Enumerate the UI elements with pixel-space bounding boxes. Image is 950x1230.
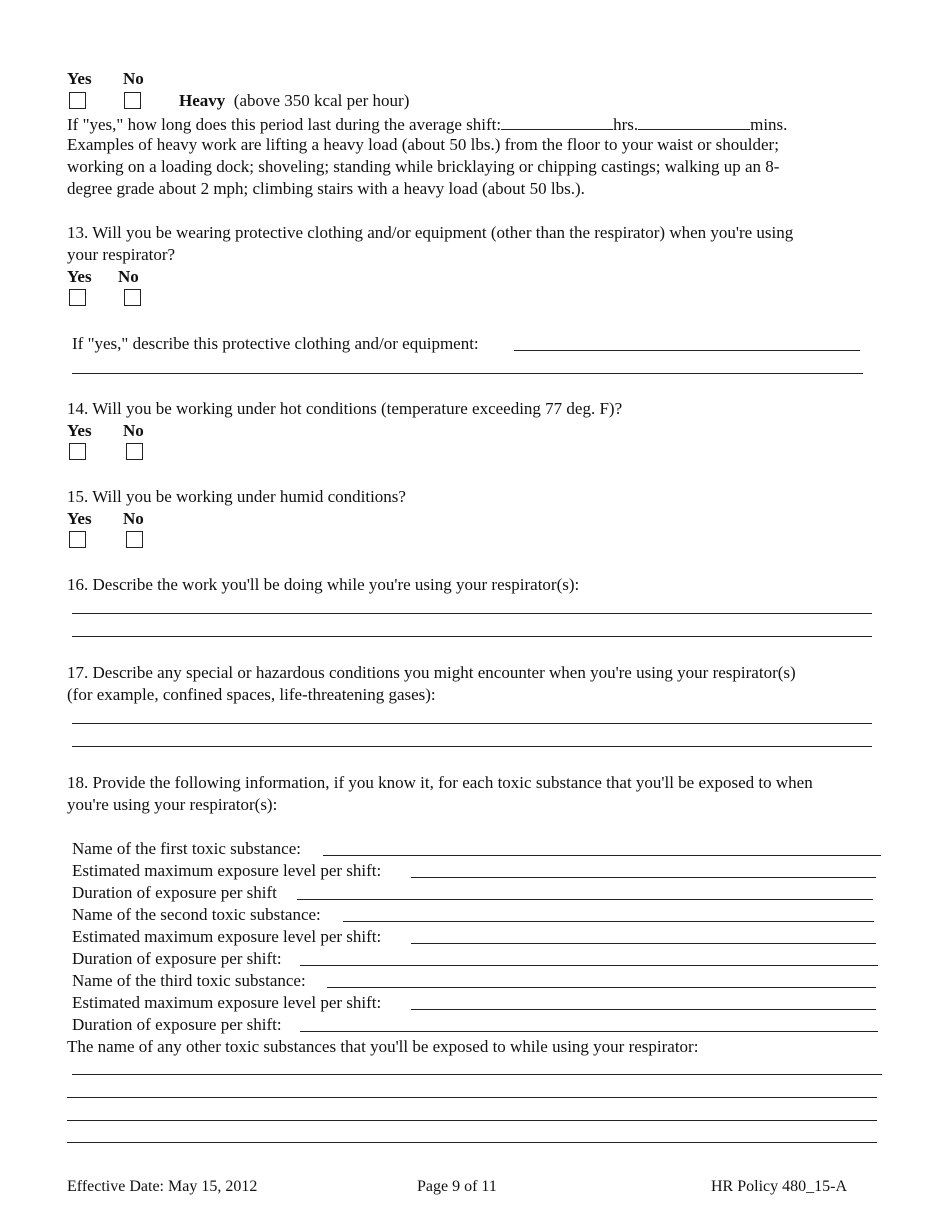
q13-describe-field-line2[interactable]	[72, 373, 863, 374]
toxic-field-input[interactable]	[411, 943, 876, 944]
other-toxic-answer-line[interactable]	[72, 1074, 882, 1075]
q16-answer-line[interactable]	[72, 613, 872, 614]
hrs-label: hrs.	[613, 115, 639, 134]
toxic-field-label: Name of the second toxic substance:	[72, 905, 321, 924]
q13-describe-field[interactable]	[514, 350, 860, 351]
toxic-field-input[interactable]	[300, 1031, 878, 1032]
other-toxic-prompt: The name of any other toxic substances that you'll be exposed to while using your respirator:	[67, 1037, 699, 1056]
heavy-examples-line: degree grade about 2 mph; climbing stairs with a heavy load (about 50 lbs.).	[67, 179, 585, 198]
toxic-field-label: Estimated maximum exposure level per shift:	[72, 927, 382, 946]
no-label: No	[123, 421, 144, 440]
toxic-field-label: Estimated maximum exposure level per shift:	[72, 861, 382, 880]
q17-question: 17. Describe any special or hazardous conditions you might encounter when you're using your respirator(s)	[67, 663, 796, 682]
toxic-field-input[interactable]	[343, 921, 874, 922]
heavy-yes-checkbox[interactable]	[69, 92, 86, 109]
toxic-field-input[interactable]	[327, 987, 876, 988]
toxic-field-label: Duration of exposure per shift:	[72, 1015, 282, 1034]
q18-question: 18. Provide the following information, if you know it, for each toxic substance that you'll be exposed to when	[67, 773, 813, 792]
q13-describe-prompt: If "yes," describe this protective clothing and/or equipment:	[72, 334, 479, 353]
q13-question-cont: your respirator?	[67, 245, 176, 264]
no-label: No	[123, 69, 144, 88]
no-label: No	[118, 267, 139, 286]
q15-question: 15. Will you be working under humid conditions?	[67, 487, 406, 506]
q17-answer-line[interactable]	[72, 746, 872, 747]
toxic-field-label: Estimated maximum exposure level per shift:	[72, 993, 382, 1012]
no-label: No	[123, 509, 144, 528]
q14-question: 14. Will you be working under hot conditions (temperature exceeding 77 deg. F)?	[67, 399, 623, 418]
heavy-no-checkbox[interactable]	[124, 92, 141, 109]
other-toxic-answer-line[interactable]	[67, 1142, 877, 1143]
toxic-field-label: Duration of exposure per shift	[72, 883, 277, 902]
mins-label: mins.	[750, 115, 788, 134]
heavy-desc: (above 350 kcal per hour)	[233, 91, 410, 110]
yes-label: Yes	[67, 69, 92, 88]
q17-question-cont: (for example, confined spaces, life-threatening gases):	[67, 685, 436, 704]
toxic-field-input[interactable]	[411, 877, 876, 878]
q18-question-cont: you're using your respirator(s):	[67, 795, 278, 814]
toxic-field-input[interactable]	[300, 965, 878, 966]
q16-answer-line[interactable]	[72, 636, 872, 637]
toxic-field-label: Duration of exposure per shift:	[72, 949, 282, 968]
yes-label: Yes	[67, 509, 92, 528]
q17-answer-line[interactable]	[72, 723, 872, 724]
footer-policy-id: HR Policy 480_15-A	[711, 1178, 847, 1195]
other-toxic-answer-line[interactable]	[67, 1120, 877, 1121]
heavy-row	[179, 90, 409, 112]
footer-page-number: Page 9 of 11	[417, 1178, 497, 1195]
toxic-field-label: Name of the third toxic substance:	[72, 971, 306, 990]
q15-no-checkbox[interactable]	[126, 531, 143, 548]
heavy-label: Heavy	[179, 91, 226, 110]
toxic-field-input[interactable]	[411, 1009, 876, 1010]
q14-no-checkbox[interactable]	[126, 443, 143, 460]
other-toxic-answer-line[interactable]	[67, 1097, 877, 1098]
footer-effective-date: Effective Date: May 15, 2012	[67, 1178, 258, 1195]
q13-question: 13. Will you be wearing protective clothing and/or equipment (other than the respirator) when you're using	[67, 223, 794, 242]
q13-yes-checkbox[interactable]	[69, 289, 86, 306]
q16-question: 16. Describe the work you'll be doing while you're using your respirator(s):	[67, 575, 580, 594]
heavy-examples-line: Examples of heavy work are lifting a heavy load (about 50 lbs.) from the floor to your waist or shoulder;	[67, 135, 779, 154]
toxic-field-input[interactable]	[297, 899, 873, 900]
duration-prompt: If "yes," how long does this period last during the average shift:	[67, 115, 502, 134]
hrs-field[interactable]	[501, 113, 613, 130]
q13-no-checkbox[interactable]	[124, 289, 141, 306]
q14-yes-checkbox[interactable]	[69, 443, 86, 460]
toxic-field-input[interactable]	[323, 855, 881, 856]
heavy-examples-line: working on a loading dock; shoveling; standing while bricklaying or chipping castings; walking up an 8-	[67, 157, 780, 176]
mins-field[interactable]	[638, 113, 750, 130]
yes-label: Yes	[67, 421, 92, 440]
toxic-field-label: Name of the first toxic substance:	[72, 839, 301, 858]
q15-yes-checkbox[interactable]	[69, 531, 86, 548]
yes-label: Yes	[67, 267, 92, 286]
duration-row	[67, 113, 787, 136]
